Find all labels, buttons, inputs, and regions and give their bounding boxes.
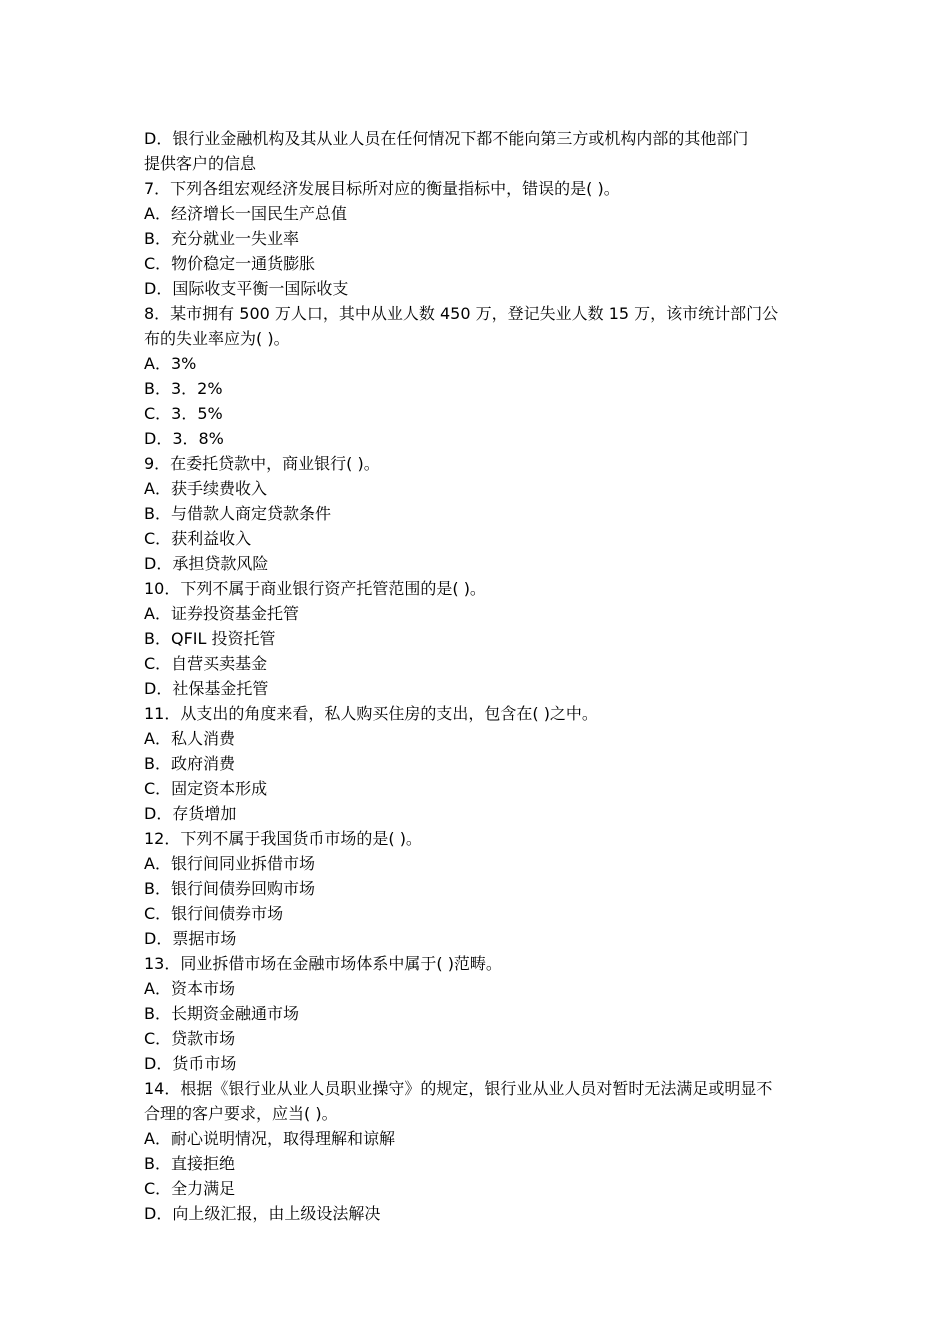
option-line: B．直接拒绝 <box>144 1154 235 1173</box>
option-line: C．全力满足 <box>144 1179 236 1198</box>
option-line: A．耐心说明情况，取得理解和谅解 <box>144 1129 395 1148</box>
option-line: B．QFIL 投资托管 <box>144 629 276 648</box>
option-line: A．证券投资基金托管 <box>144 604 299 623</box>
option-line: C．3．5% <box>144 404 223 423</box>
option-line: D．承担贷款风险 <box>144 554 269 573</box>
question-8: 8．某市拥有 500 万人口，其中从业人数 450 万，登记失业人数 15 万，该市统计部门公 <box>144 304 779 323</box>
question-12: 12．下列不属于我国货币市场的是( )。 <box>144 829 422 848</box>
option-line: D．货币市场 <box>144 1054 237 1073</box>
option-line: C．银行间债券市场 <box>144 904 284 923</box>
option-line: B．充分就业一失业率 <box>144 229 299 248</box>
option-line: A．银行间同业拆借市场 <box>144 854 315 873</box>
option-line: D．3．8% <box>144 429 224 448</box>
option-line: D．票据市场 <box>144 929 237 948</box>
option-line: B．3．2% <box>144 379 223 398</box>
text-line: 布的失业率应为( )。 <box>144 329 290 348</box>
text-line: 合理的客户要求，应当( )。 <box>144 1104 338 1123</box>
text-line: D．银行业金融机构及其从业人员在任何情况下都不能向第三方或机构内部的其他部门 <box>144 129 749 148</box>
text-line: 提供客户的信息 <box>144 154 257 173</box>
option-line: C．贷款市场 <box>144 1029 236 1048</box>
question-10: 10．下列不属于商业银行资产托管范围的是( )。 <box>144 579 486 598</box>
option-line: B．银行间债券回购市场 <box>144 879 315 898</box>
option-line: C．获利益收入 <box>144 529 252 548</box>
question-14: 14．根据《银行业从业人员职业操守》的规定，银行业从业人员对暂时无法满足或明显不 <box>144 1079 773 1098</box>
option-line: A．获手续费收入 <box>144 479 267 498</box>
option-line: B．政府消费 <box>144 754 235 773</box>
option-line: C．自营买卖基金 <box>144 654 268 673</box>
option-line: D．国际收支平衡一国际收支 <box>144 279 349 298</box>
option-line: D．社保基金托管 <box>144 679 269 698</box>
question-9: 9．在委托贷款中，商业银行( )。 <box>144 454 380 473</box>
option-line: A．资本市场 <box>144 979 235 998</box>
option-line: A．私人消费 <box>144 729 235 748</box>
option-line: B．长期资金融通市场 <box>144 1004 299 1023</box>
option-line: C．固定资本形成 <box>144 779 268 798</box>
question-11: 11．从支出的角度来看，私人购买住房的支出，包含在( )之中。 <box>144 704 598 723</box>
option-line: D．存货增加 <box>144 804 237 823</box>
question-7: 7．下列各组宏观经济发展目标所对应的衡量指标中，错误的是( )。 <box>144 179 620 198</box>
document-page <box>144 126 809 1226</box>
option-line: D．向上级汇报，由上级设法解决 <box>144 1204 381 1223</box>
option-line: B．与借款人商定贷款条件 <box>144 504 331 523</box>
option-line: C．物价稳定一通货膨胀 <box>144 254 316 273</box>
question-13: 13．同业拆借市场在金融市场体系中属于( )范畴。 <box>144 954 502 973</box>
option-line: A．经济增长一国民生产总值 <box>144 204 347 223</box>
option-line: A．3% <box>144 354 197 373</box>
